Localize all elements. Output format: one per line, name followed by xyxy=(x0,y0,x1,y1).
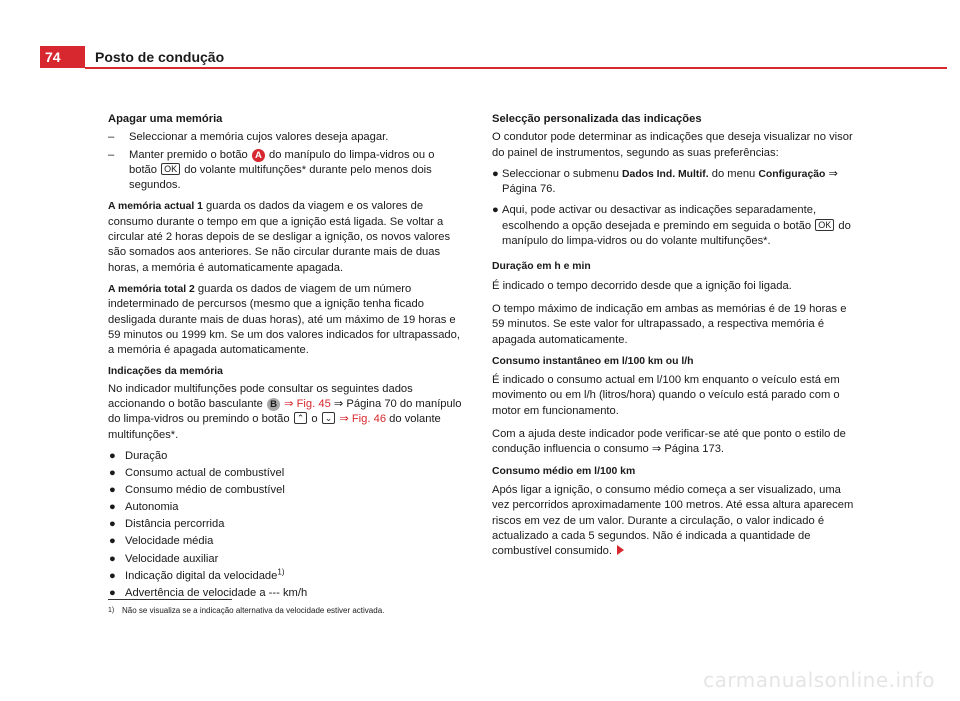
med-heading: Consumo médio em l/100 km xyxy=(492,465,636,477)
footnote xyxy=(108,606,384,616)
ok-key-icon: OK xyxy=(815,219,834,231)
apagar-steps xyxy=(108,130,464,193)
fig-45-link[interactable]: ⇒ Fig. 45 xyxy=(284,398,331,411)
sel-bullet-1: ● Seleccionar o submenu Dados Ind. Multif. do menu Configuração ⇒ Página 76. xyxy=(492,167,838,196)
inst-heading: Consumo instantâneo em l/100 km ou l/h xyxy=(492,355,694,367)
dur-heading: Duração em h e min xyxy=(492,261,591,273)
indic-heading: Indicações da memória xyxy=(108,366,223,378)
button-b-icon: B xyxy=(267,398,280,411)
page-header xyxy=(40,46,947,68)
memory-data-list xyxy=(108,449,464,601)
left-column xyxy=(108,112,464,603)
footnote-ref: 1) xyxy=(277,566,285,576)
continue-arrow-icon xyxy=(617,545,624,555)
list-item: ● Distância percorrida xyxy=(109,518,225,531)
watermark: carmanualsonline.info xyxy=(703,668,935,692)
dur-p1: É indicado o tempo decorrido desde que a ignição foi ligada. xyxy=(492,279,792,292)
mem1-paragraph: A memória actual 1 guarda os dados da viagem e os valores de consumo durante o tempo em que a ignição está ligada. Se voltar a circular até 2 horas depois de se desligar a ignição, os novos valores são somados aos anteriores. Se não circular durante mais de duas horas, a memória é automaticamente apagada. xyxy=(108,200,451,274)
apagar-step-1: – Seleccionar a memória cujos valores deseja apagar. xyxy=(108,130,464,145)
footnote-rule xyxy=(108,599,232,600)
inst-p2: Com a ajuda deste indicador pode verificar-se até que ponto o estilo de condução influencia o consumo ⇒ Página 173. xyxy=(492,428,846,456)
footnote-text: Não se visualiza se a indicação alternativa da velocidade estiver activada. xyxy=(122,606,385,615)
med-p1: Após ligar a ignição, o consumo médio começa a ser visualizado, uma vez percorridos aproximadamente 100 metros. Até essa altura aparecem riscos em vez de um valor. Durante a circulação, o valor indicado é actualizado a cada 5 segundos. Não é indicada a quantidade de combustível consumido. xyxy=(492,483,854,558)
up-key-icon: ⌃ xyxy=(294,412,308,424)
dur-p2: O tempo máximo de indicação em ambas as memórias é de 19 horas e 59 minutos. Se este valor for ultrapassado, a respectiva memória é apagada automaticamente. xyxy=(492,302,847,346)
menu-dados-ind: Dados Ind. Multif. xyxy=(622,168,709,180)
apagar-heading: Apagar uma memória xyxy=(108,113,223,125)
inst-p1: É indicado o consumo actual em l/100 km enquanto o veículo está em movimento ou em l/h (litros/hora) quando o veículo está parado com o motor em funcionamento. xyxy=(492,374,840,417)
right-column xyxy=(492,112,854,565)
button-a-icon: A xyxy=(252,149,265,162)
ok-key-icon: OK xyxy=(161,163,180,175)
indic-paragraph: No indicador multifunções pode consultar os seguintes dados accionando o botão basculante B ⇒ Fig. 45 ⇒ Página 70 do manípulo do limpa-vidros ou premindo o botão ⌃ o ⌄ ⇒ Fig. 46 do volante multifunções*. xyxy=(108,382,462,441)
fig-46-link[interactable]: ⇒ Fig. 46 xyxy=(339,413,387,426)
footnote-mark: 1) xyxy=(108,607,115,614)
page-number: 74 xyxy=(40,46,85,68)
list-item: ● Autonomia xyxy=(109,501,179,514)
list-item: ● Velocidade média xyxy=(109,535,214,548)
header-rule xyxy=(85,67,947,69)
sel-bullet-2: ● Aqui, pode activar ou desactivar as indicações separadamente, escolhendo a opção desejada e premindo em seguida o botão OK do manípulo do limpa-vidros ou do volante multifunções*. xyxy=(492,204,851,248)
down-key-icon: ⌄ xyxy=(322,412,336,424)
page-title: Posto de condução xyxy=(95,49,225,65)
list-item: ● Duração xyxy=(109,449,168,462)
list-item: ● Advertência de velocidade a --- km/h xyxy=(109,586,308,599)
menu-configuracao: Configuração xyxy=(758,168,826,180)
list-item: ● Consumo médio de combustível xyxy=(109,484,285,497)
list-item: ● Consumo actual de combustível xyxy=(109,467,285,480)
sel-heading: Selecção personalizada das indicações xyxy=(492,113,702,125)
apagar-step-2: – Manter premido o botão A do manípulo do limpa-vidros ou o botão OK do volante multifunções* durante pelo menos dois segundos. xyxy=(108,148,464,194)
sel-text: O condutor pode determinar as indicações que deseja visualizar no visor do painel de instrumentos, segundo as suas preferências: xyxy=(492,131,853,159)
mem2-paragraph: A memória total 2 guarda os dados de viagem de um número indeterminado de percursos (mesmo que a ignição tenha ficado desligada durante mais de duas horas), até um máximo de 19 horas e 59 minutos ou 1999 km. Se um dos valores indicados for ultrapassado, a memória é apagada automaticamente. xyxy=(108,282,460,357)
list-item: ● Velocidade auxiliar xyxy=(109,552,219,565)
list-item: ● Indicação digital da velocidade$^{1)}$ xyxy=(109,566,285,582)
